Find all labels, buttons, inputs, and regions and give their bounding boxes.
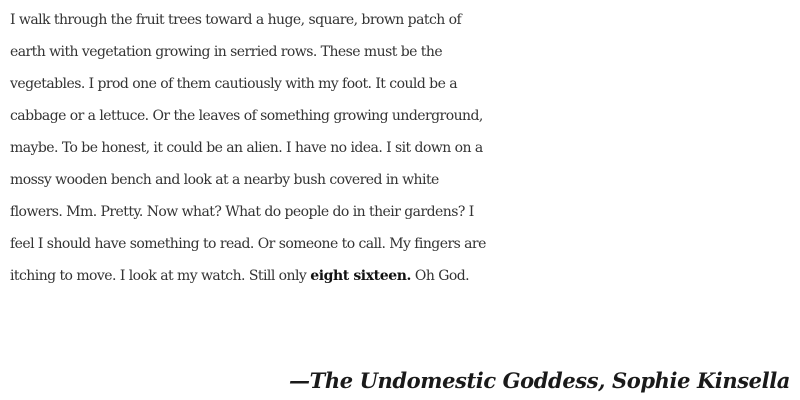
passage-line-8: feel I should have something to read. Or someone to call. My fingers are [10,236,486,252]
passage-line-9 [10,260,795,292]
passage-line-3: vegetables. I prod one of them cautiously with my foot. It could be a [10,76,457,92]
passage-line-9-text: itching to move. I look at my watch. Still only [10,268,311,284]
passage-line-9-ending: Oh God. [411,268,470,284]
passage-line-1: I walk through the fruit trees toward a huge, square, brown patch of [10,12,462,28]
passage-line-2: earth with vegetation growing in serried rows. These must be the [10,44,443,60]
passage-line-5: maybe. To be honest, it could be an alien. I have no idea. I sit down on a [10,140,483,156]
passage-line-4: cabbage or a lettuce. Or the leaves of something growing underground, [10,108,483,124]
quote-passage [10,4,795,292]
emphasized-time: eight sixteen. [310,268,412,284]
passage-line-7: flowers. Mm. Pretty. Now what? What do people do in their gardens? I [10,204,474,220]
quote-attribution: —The Undomestic Goddess, Sophie Kinsella [289,368,790,393]
passage-line-6: mossy wooden bench and look at a nearby bush covered in white [10,172,439,188]
